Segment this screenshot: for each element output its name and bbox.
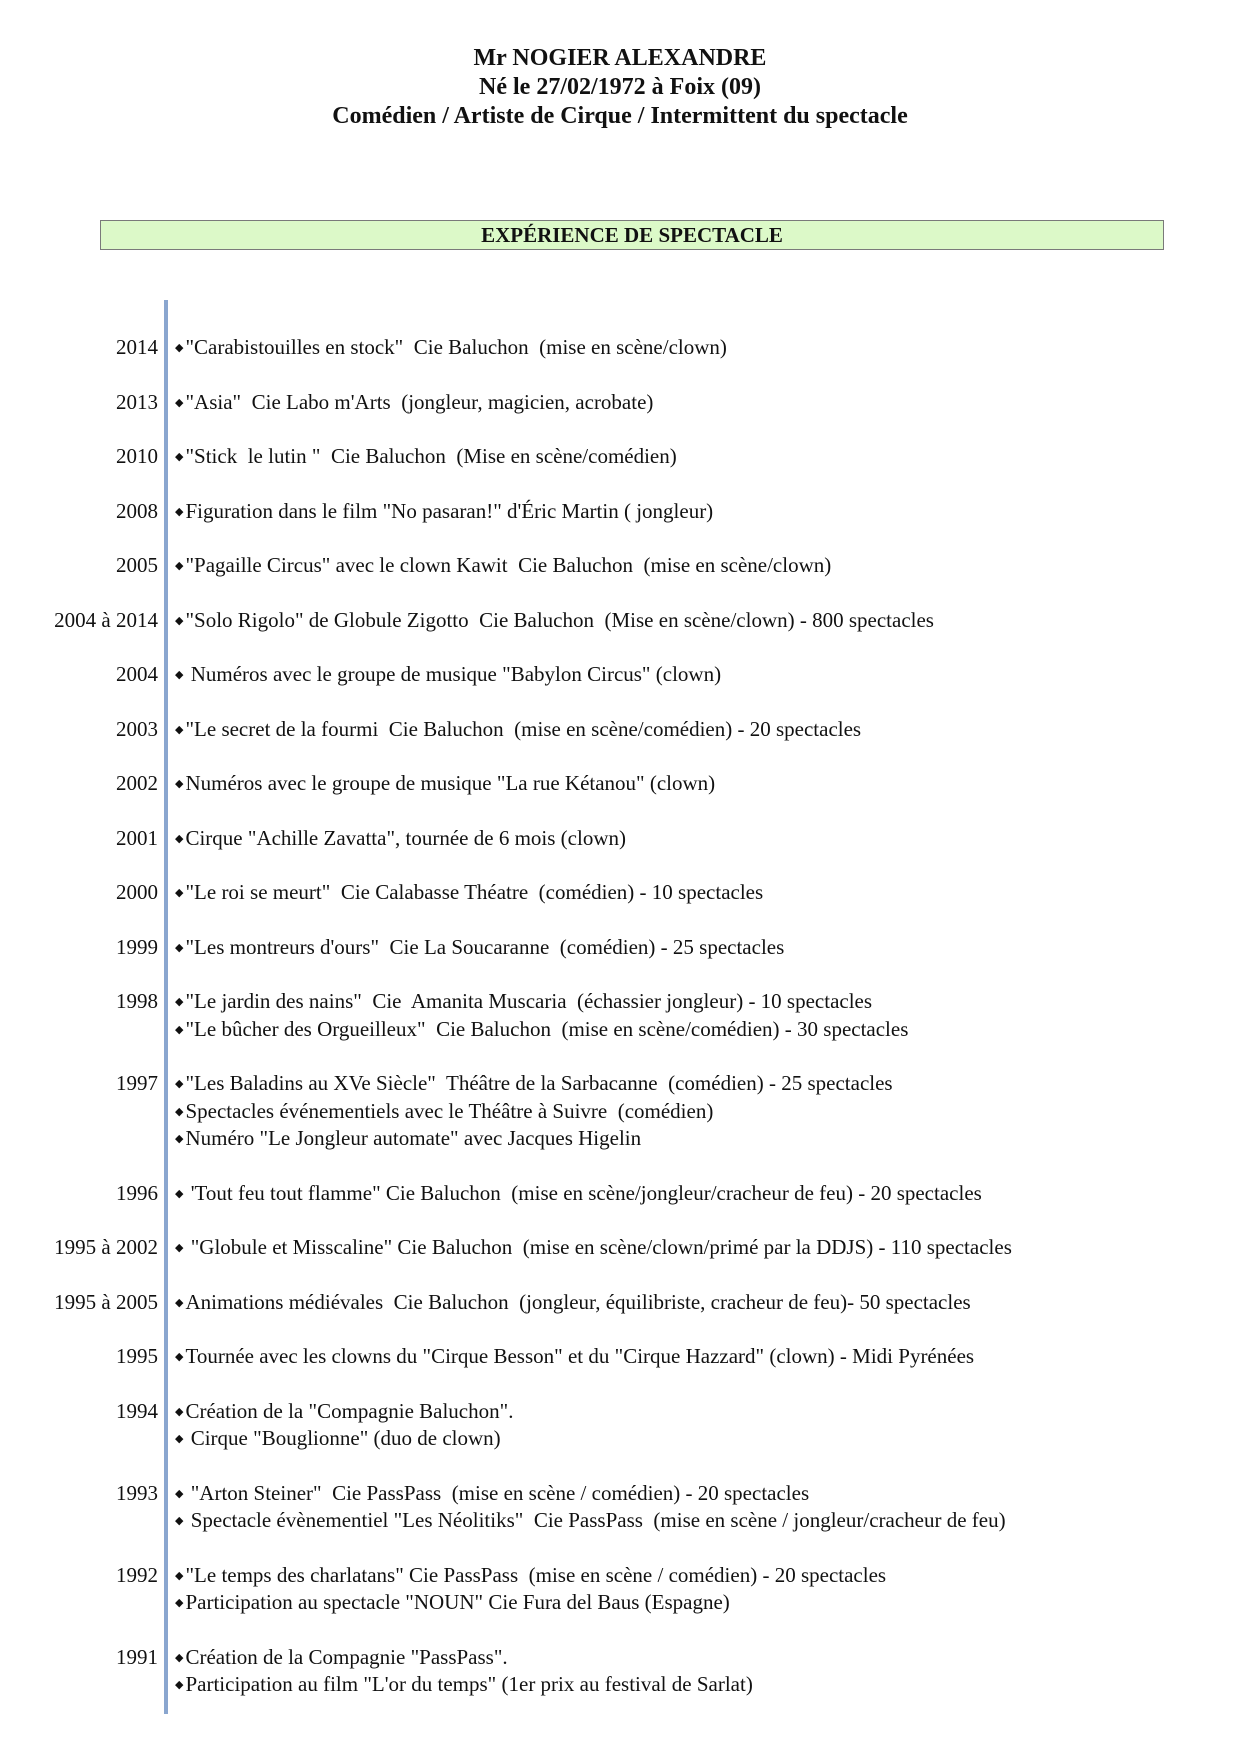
diamond-bullet-icon: ◆ [175,505,184,518]
diamond-bullet-icon: ◆ [175,1351,184,1363]
diamond-bullet-icon: ◆ [175,396,184,409]
experience-entry [0,1562,1240,1617]
entry-item-text: Numéro "Le Jongleur automate" avec Jacques Higelin [185,1126,642,1150]
diamond-bullet-icon: ◆ [175,1433,184,1445]
diamond-bullet-icon: ◆ [175,1296,184,1309]
diamond-bullet-icon: ◆ [175,614,184,627]
entry-items [175,716,1240,744]
diamond-bullet-icon: ◆ [175,1679,184,1691]
diamond-bullet-icon: ◆ [175,669,184,681]
entry-item-text: "Arton Steiner" Cie PassPass (mise en scène / comédien) - 20 spectacles [185,1480,810,1505]
entry-item-text: Création de la "Compagnie Baluchon". [185,1398,514,1423]
entry-item-text: Numéros avec le groupe de musique "Babylon Circus" (clown) [185,662,722,686]
entry-items [175,879,1240,907]
entry-item [175,1070,1240,1098]
entry-year: 2000 [116,880,158,904]
section-title-box [100,220,1164,250]
entry-year: 2014 [116,335,158,359]
entry-item-text: "Asia" Cie Labo m'Arts (jongleur, magicien, acrobate) [185,389,654,414]
entry-item-text: "Les montreurs d'ours" Cie La Soucaranne (comédien) - 25 spectacles [185,934,785,959]
entry-items [175,1234,1240,1262]
entry-item-text: "Stick le lutin " Cie Baluchon (Mise en scène/comédien) [185,444,677,468]
experience-entry [0,661,1240,689]
experience-entry [0,552,1240,580]
entry-item [175,934,1240,962]
entry-item [175,1125,1240,1153]
diamond-bullet-icon: ◆ [175,1187,184,1200]
experience-entry [0,879,1240,907]
entry-item-text: Animations médiévales Cie Baluchon (jongleur, équilibriste, cracheur de feu)- 50 spectacles [185,1289,971,1314]
experience-entry [0,389,1240,417]
entry-item [175,607,1240,635]
entry-item-text: Création de la Compagnie "PassPass". [185,1644,508,1669]
entry-item [175,1507,1240,1535]
person-name: Mr NOGIER ALEXANDRE [473,45,767,71]
profession: Comédien / Artiste de Cirque / Intermittent du spectacle [332,103,908,129]
birth-info: Né le 27/02/1972 à Foix (09) [479,74,761,100]
entry-item [175,334,1240,362]
entry-item [175,1234,1240,1262]
entry-item-text: "Les Baladins au XVe Siècle" Théâtre de la Sarbacanne (comédien) - 25 spectacles [185,1071,893,1095]
experience-entry [0,1343,1240,1371]
section-title: EXPÉRIENCE DE SPECTACLE [481,223,783,247]
entry-item [175,770,1240,798]
entry-item-text: Cirque "Bouglionne" (duo de clown) [185,1426,501,1450]
entry-year: 1999 [116,934,158,959]
entry-items [175,934,1240,962]
diamond-bullet-icon: ◆ [175,1242,184,1254]
entry-year: 2013 [116,389,158,414]
entry-item [175,825,1240,853]
entry-items [175,334,1240,362]
entry-item-text: Participation au spectacle "NOUN" Cie Fura del Baus (Espagne) [185,1590,730,1614]
experience-entry [0,716,1240,744]
entry-item [175,1480,1240,1508]
experience-entry [0,770,1240,798]
entry-item [175,1562,1240,1590]
entry-item [175,1289,1240,1317]
entry-year: 1997 [116,1071,158,1095]
experience-entry [0,1070,1240,1153]
entry-item-text: 'Tout feu tout flamme" Cie Baluchon (mise en scène/jongleur/cracheur de feu) - 20 spectacles [185,1180,982,1205]
entry-item [175,988,1240,1016]
entry-item [175,1016,1240,1044]
diamond-bullet-icon: ◆ [175,1569,184,1582]
entry-item-text: "Le bûcher des Orgueilleux" Cie Baluchon (mise en scène/comédien) - 30 spectacles [185,1016,909,1041]
diamond-bullet-icon: ◆ [175,1105,184,1118]
entry-item [175,1398,1240,1426]
diamond-bullet-icon: ◆ [175,342,184,354]
entry-year: 1995 à 2002 [54,1235,158,1259]
experience-entry [0,607,1240,635]
entry-items [175,389,1240,417]
diamond-bullet-icon: ◆ [175,941,184,954]
diamond-bullet-icon: ◆ [175,1078,184,1090]
diamond-bullet-icon: ◆ [175,451,184,463]
diamond-bullet-icon: ◆ [175,1133,184,1145]
entry-item-text: "Carabistouilles en stock" Cie Baluchon (mise en scène/clown) [185,335,727,359]
entry-item-text: "Le jardin des nains" Cie Amanita Muscaria (échassier jongleur) - 10 spectacles [185,989,873,1013]
entry-item-text: Figuration dans le film "No pasaran!" d'Éric Martin ( jongleur) [185,498,714,523]
entry-year: 2001 [116,825,158,850]
diamond-bullet-icon: ◆ [175,560,184,572]
entry-items [175,770,1240,798]
experience-entry [0,988,1240,1043]
entry-items [175,661,1240,689]
entry-items [175,1343,1240,1371]
entry-item [175,879,1240,907]
entry-year: 1991 [116,1644,158,1669]
experience-entry [0,334,1240,362]
entry-item-text: Cirque "Achille Zavatta", tournée de 6 mois (clown) [185,825,626,850]
diamond-bullet-icon: ◆ [175,1651,184,1664]
entry-items [175,552,1240,580]
entry-items [175,988,1240,1043]
diamond-bullet-icon: ◆ [175,996,184,1008]
entry-year: 2010 [116,444,158,468]
experience-entry [0,1180,1240,1208]
entry-item [175,443,1240,471]
entry-items [175,1644,1240,1699]
entry-items [175,1398,1240,1453]
entry-items [175,443,1240,471]
entry-items [175,1070,1240,1153]
entry-year: 2005 [116,553,158,577]
resume-header [0,44,1240,131]
experience-entry [0,1644,1240,1699]
entry-item-text: "Globule et Misscaline" Cie Baluchon (mise en scène/clown/primé par la DDJS) - 110 spectacles [185,1235,1012,1259]
entry-items [175,607,1240,635]
entry-item [175,1589,1240,1617]
entry-year: 1995 [116,1344,158,1368]
experience-list [0,334,1240,1726]
experience-entry [0,1480,1240,1535]
diamond-bullet-icon: ◆ [175,887,184,899]
entry-year: 2004 à 2014 [54,607,158,632]
experience-entry [0,1398,1240,1453]
entry-item [175,716,1240,744]
entry-item-text: Participation au film "L'or du temps" (1er prix au festival de Sarlat) [185,1672,753,1696]
entry-items [175,1562,1240,1617]
entry-item [175,552,1240,580]
diamond-bullet-icon: ◆ [175,832,184,845]
experience-entry [0,825,1240,853]
entry-year: 2008 [116,498,158,523]
entry-year: 1998 [116,989,158,1013]
entry-item-text: Spectacle évènementiel "Les Néolitiks" Cie PassPass (mise en scène / jongleur/cracheur de feu) [185,1508,1006,1532]
entry-year: 1995 à 2005 [54,1289,158,1314]
entry-item-text: Numéros avec le groupe de musique "La rue Kétanou" (clown) [185,771,716,795]
entry-item-text: Tournée avec les clowns du "Cirque Besson" et du "Cirque Hazzard" (clown) - Midi Pyrénées [185,1344,975,1368]
entry-year: 1992 [116,1562,158,1587]
entry-item [175,1425,1240,1453]
diamond-bullet-icon: ◆ [175,1597,184,1609]
entry-item-text: "Le secret de la fourmi Cie Baluchon (mise en scène/comédien) - 20 spectacles [185,716,862,741]
entry-item [175,498,1240,526]
diamond-bullet-icon: ◆ [175,723,184,736]
experience-entry [0,498,1240,526]
entry-item [175,389,1240,417]
diamond-bullet-icon: ◆ [175,778,184,790]
diamond-bullet-icon: ◆ [175,1515,184,1527]
entry-year: 2004 [116,662,158,686]
experience-entry [0,1234,1240,1262]
diamond-bullet-icon: ◆ [175,1405,184,1418]
entry-item [175,1343,1240,1371]
experience-entry [0,934,1240,962]
entry-item [175,1098,1240,1126]
experience-entry [0,1289,1240,1317]
entry-year: 1996 [116,1180,158,1205]
entry-year: 2002 [116,771,158,795]
entry-item-text: Spectacles événementiels avec le Théâtre à Suivre (comédien) [185,1098,714,1123]
entry-item-text: "Le roi se meurt" Cie Calabasse Théatre (comédien) - 10 spectacles [185,880,764,904]
entry-items [175,825,1240,853]
entry-items [175,1289,1240,1317]
experience-entry [0,443,1240,471]
diamond-bullet-icon: ◆ [175,1487,184,1500]
entry-items [175,498,1240,526]
entry-item [175,1671,1240,1699]
entry-item [175,1644,1240,1672]
diamond-bullet-icon: ◆ [175,1023,184,1036]
entry-item-text: "Le temps des charlatans" Cie PassPass (mise en scène / comédien) - 20 spectacles [185,1562,887,1587]
entry-year: 1993 [116,1480,158,1505]
entry-items [175,1180,1240,1208]
entry-items [175,1480,1240,1535]
entry-item-text: "Solo Rigolo" de Globule Zigotto Cie Baluchon (Mise en scène/clown) - 800 spectacles [185,607,934,632]
entry-item-text: "Pagaille Circus" avec le clown Kawit Cie Baluchon (mise en scène/clown) [185,553,832,577]
entry-item [175,661,1240,689]
entry-item [175,1180,1240,1208]
entry-year: 1994 [116,1398,158,1423]
entry-year: 2003 [116,716,158,741]
